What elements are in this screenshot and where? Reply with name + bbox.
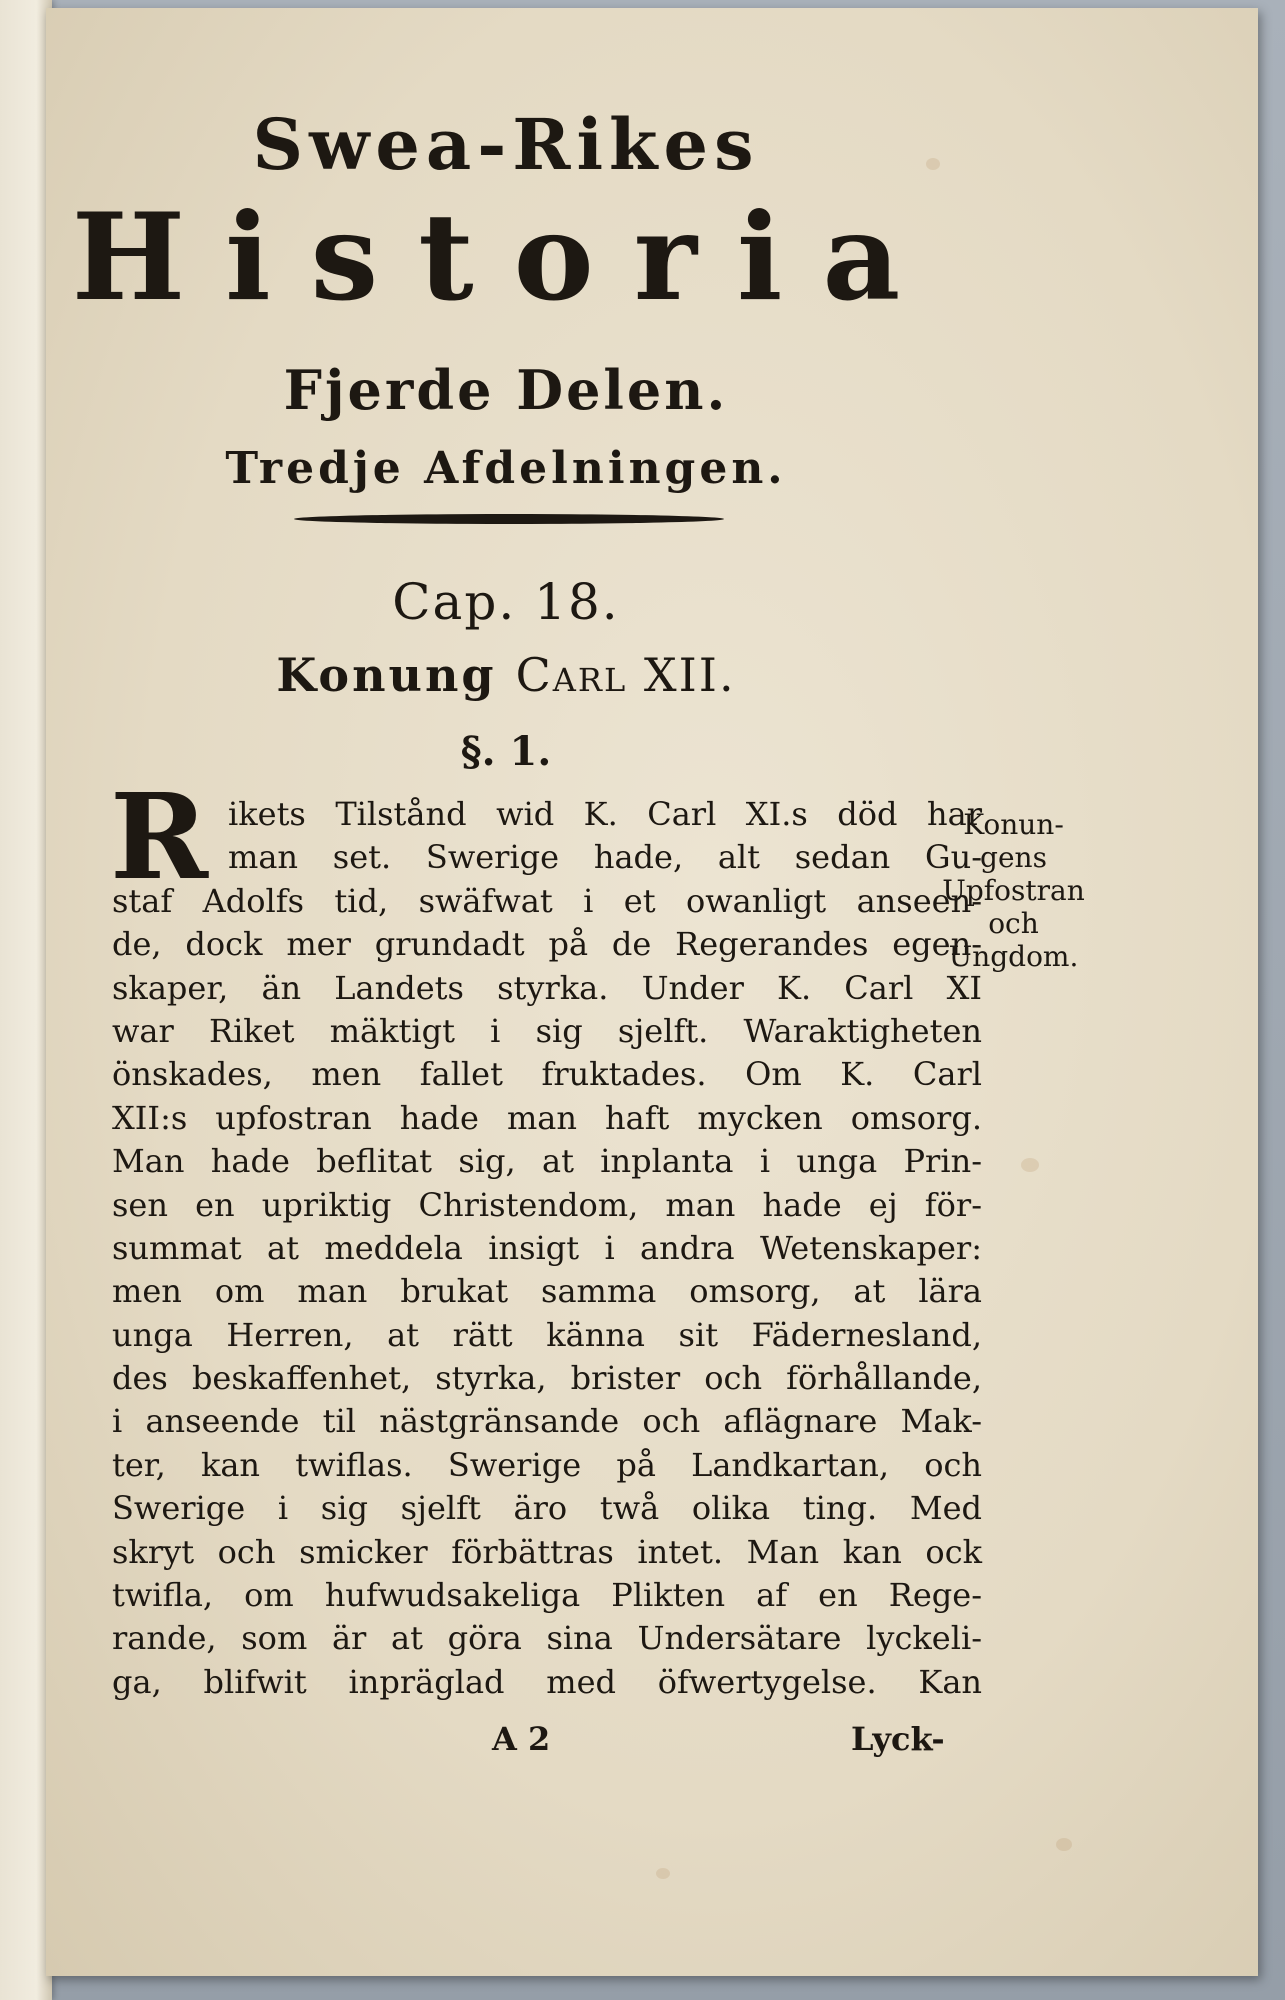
text-line: Swerige i sig sjelft äro twå olika ting. Med — [112, 1489, 982, 1528]
marginal-note — [931, 808, 1096, 973]
text-line: skaper, än Landets styrka. Under K. Carl XI — [112, 968, 982, 1007]
text-line: önskades, men fallet fruktades. Om K. Carl — [112, 1055, 982, 1094]
text-line: man set. Swerige hade, alt sedan Gu- — [228, 838, 982, 877]
foxing-spot — [1056, 1838, 1072, 1851]
text-line: rande, som är at göra sina Undersätare lyckeli- — [112, 1619, 982, 1658]
foxing-spot — [656, 1868, 670, 1879]
marginal-note-line: Ungdom. — [948, 940, 1079, 973]
text-line: men om man brukat samma omsorg, at lära — [112, 1272, 982, 1311]
signature-mark: A 2 — [492, 1720, 551, 1758]
text-line: ikets Tilstånd wid K. Carl XI.s död har — [228, 795, 982, 833]
drop-cap: R — [110, 767, 209, 906]
foxing-spot — [1021, 1158, 1039, 1172]
ornamental-rule — [294, 514, 724, 524]
title-line-1: Swea-Rikes — [252, 103, 760, 186]
marginal-note-line: Konun- — [963, 808, 1064, 841]
marginal-note-line: Upfostran — [942, 874, 1085, 907]
title-line-2: Historia — [71, 187, 941, 328]
chapter-subject-name: Carl XII. — [515, 648, 736, 702]
text-line: skryt och smicker förbättras intet. Man kan ock — [112, 1532, 982, 1571]
text-line: war Riket mäktigt i sig sjelft. Waraktigheten — [112, 1011, 982, 1050]
chapter-heading: Cap. 18. — [392, 573, 620, 631]
previous-page-edge — [0, 0, 52, 2000]
text-line: de, dock mer grundadt på de Regerandes egen- — [112, 925, 982, 964]
text-line: staf Adolfs tid, swäfwat i et owanligt anseen- — [112, 881, 982, 920]
text-line: sen en upriktig Christendom, man hade ej för- — [112, 1185, 982, 1224]
text-line: ter, kan twiflas. Swerige på Landkartan, och — [112, 1445, 982, 1484]
text-line: summat at meddela insigt i andra Wetenskaper: — [112, 1228, 982, 1267]
title-division: Tredje Afdelningen. — [225, 443, 787, 494]
text-line: unga Herren, at rätt känna sit Fädernesland, — [112, 1315, 982, 1354]
chapter-subject-prefix: Konung — [276, 648, 497, 702]
text-line: twifla, om hufwudsakeliga Plikten af en Rege- — [112, 1576, 982, 1615]
marginal-note-line: och — [988, 907, 1039, 940]
chapter-subject — [46, 648, 966, 702]
section-mark: §. 1. — [460, 728, 552, 775]
marginal-note-line: gens — [980, 841, 1047, 874]
catchword: Lyck- — [851, 1720, 945, 1758]
text-line: Man hade beflitat sig, at inplanta i unga Prin- — [112, 1142, 982, 1181]
text-line: ga, blifwit inpräglad med öfwertygelse. Kan — [112, 1662, 982, 1701]
text-line: XII:s upfostran hade man haft mycken omsorg. — [112, 1098, 982, 1137]
text-line: des beskaffenhet, styrka, brister och förhållande, — [112, 1359, 982, 1398]
book-page — [46, 8, 1258, 1976]
title-part: Fjerde Delen. — [283, 358, 729, 422]
text-line: i anseende til nästgränsande och aflägnare Mak- — [112, 1402, 982, 1441]
body-text — [112, 793, 982, 1704]
